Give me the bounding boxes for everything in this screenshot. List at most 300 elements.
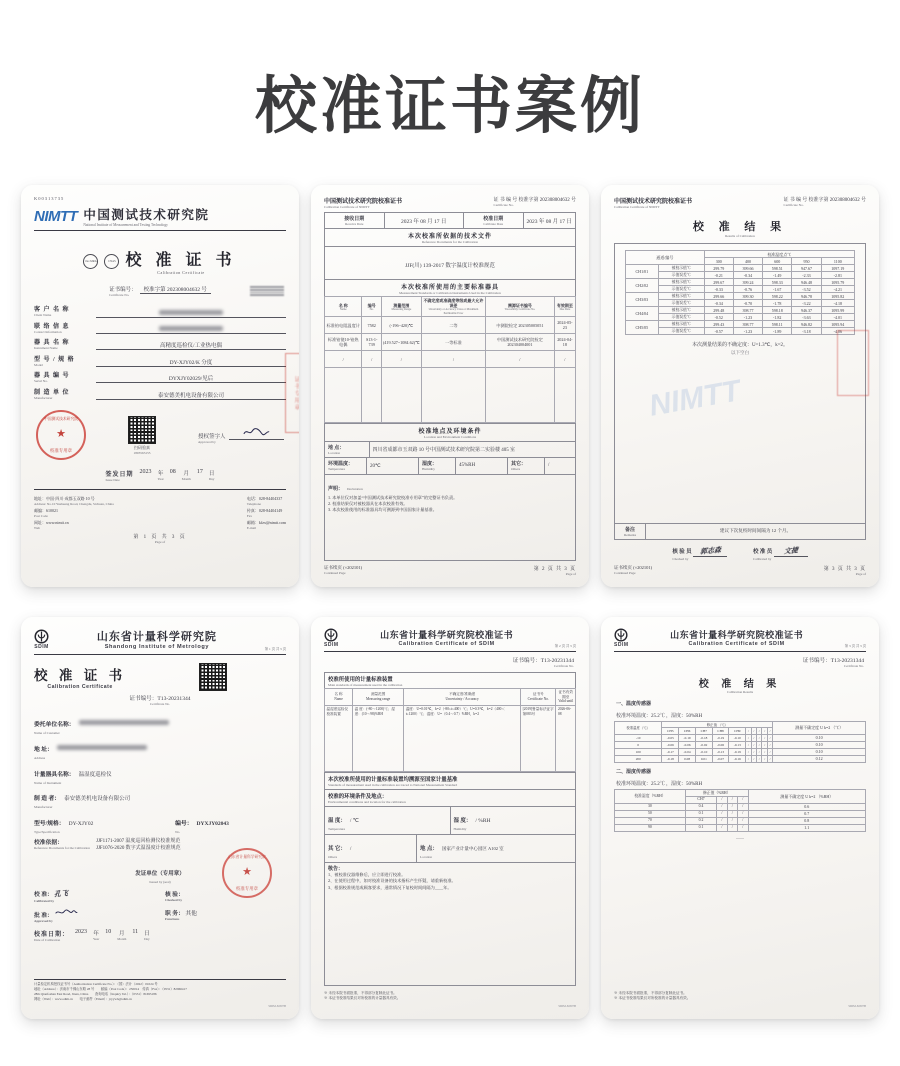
field-list <box>34 711 286 812</box>
field-label <box>34 354 96 367</box>
table-cell <box>325 368 362 423</box>
declaration-line: 3. 本次校准使用的标准器具均可溯源到中国国家计量基准。 <box>328 507 437 513</box>
sdim-logo-icon: SDIM <box>324 628 339 648</box>
approver-block <box>198 427 284 444</box>
section-location: 校准地点及环境条件 Location and Environment Conditions <box>325 423 575 441</box>
table-cell: 编号 <box>367 302 376 308</box>
channel-label: CH7 <box>685 796 716 803</box>
table-cell: 标准铂铑10-铂热电偶 <box>325 334 362 351</box>
function-value: 其他 <box>185 910 197 917</box>
table-cell: / <box>762 748 767 755</box>
table-cell: -0.16 <box>729 755 746 762</box>
table-cell: Valid until <box>558 699 574 704</box>
certificate-nimtt-cover[interactable] <box>21 185 299 587</box>
doc-code: SDIM-M307B <box>848 1004 866 1008</box>
calibrator-signature: 孔飞 <box>54 889 69 899</box>
contact-left <box>34 496 114 531</box>
table-cell: -0.19 <box>679 734 696 741</box>
year-unit: 年 Year <box>157 471 164 482</box>
channel-label: CH5 <box>662 728 679 734</box>
point-label: 950 <box>792 258 821 265</box>
table-cell: -0.57 <box>704 328 733 335</box>
column-header <box>554 297 575 317</box>
field-label-en: Client Name <box>34 313 52 318</box>
point-label: 400 <box>733 258 762 265</box>
uncertainty-value: 0.7 <box>748 810 865 817</box>
declaration-row: 声明： Declaration 1. 本单位仅对加盖“中国测试技术研究院校准专用章”的完整证书负责。 2. 校准结果仅对被校器具在本次校准有效。 3. 本次校准使用的标准器具均可溯源到中国国家计量基准。 <box>325 474 575 560</box>
channel-label: / <box>727 796 737 803</box>
table-row <box>615 741 866 748</box>
field-value <box>96 341 286 350</box>
footer-note: ※ 未经本院书面批准，不得部分复制此证书。 <box>324 990 397 995</box>
table-cell: / <box>762 734 767 741</box>
table-cell: 有效期至 <box>556 302 573 308</box>
table-cell: 证书有效期至 <box>558 690 573 699</box>
table-cell: 0.4 <box>685 803 716 810</box>
location-value: 国家产业计量中心园区 A102 室 <box>441 846 504 852</box>
table-cell: 0.2 <box>685 817 716 824</box>
table-cell: / <box>738 810 749 817</box>
table-cell: / <box>717 817 727 824</box>
issue-date-label: 签发日期 Issue Date <box>105 472 134 483</box>
channel-label: CH1/01 <box>626 265 659 279</box>
table-row <box>615 810 866 817</box>
table-cell: -4.06 <box>821 328 854 335</box>
table-cell: -0.76 <box>733 286 762 293</box>
uncertainty-value: 0.10 <box>773 748 866 755</box>
table-cell: Certificate No. <box>527 696 549 701</box>
footer-notes <box>614 991 866 1003</box>
table-cell: 中测院检定 202305005051 <box>486 317 555 334</box>
org-footer <box>34 979 286 1008</box>
table-cell: Due Date <box>559 307 571 311</box>
table-cell: -1.82 <box>763 314 792 321</box>
environment-row: 环境温度： Temperature 20℃ 湿度： Humidity 45%RH 其它： Others / <box>325 457 575 473</box>
row-axis-header: 校准湿度（%RH） <box>615 790 686 803</box>
seal-text-bottom: 校准专用章 <box>50 448 72 454</box>
table-cell: Measuring range <box>366 696 391 701</box>
stamp-row <box>36 410 284 460</box>
channel-label: CH2/02 <box>626 279 659 293</box>
signature-row: 核 验 员 郭志森 Checked by 校 准 员 文捷 Calibrated by <box>614 546 866 561</box>
table-cell: -0.52 <box>704 314 733 321</box>
table-header-row <box>325 689 576 705</box>
doc-header <box>614 196 866 209</box>
table-cell: / <box>421 351 485 368</box>
footer-note: ※ 本证书校准结果仅对所校准的计量器具有效。 <box>324 996 401 1001</box>
reference-doc-2: JJF1076-2020 数字式温湿度计校准规范 <box>96 846 181 852</box>
uncertainty-header: 测量不确定度 U k=2 （℃） <box>773 722 866 735</box>
star-icon: ★ <box>242 866 252 879</box>
table-cell: / <box>767 734 772 741</box>
table-cell <box>554 368 575 423</box>
table-cell: -1.23 <box>733 314 762 321</box>
table-cell: / <box>762 755 767 762</box>
table-cell: [2019]鲁量标法证字第083号 <box>521 705 556 771</box>
table-cell: -0.34 <box>704 300 733 307</box>
channel-label: CH6 <box>679 728 696 734</box>
table-cell: No. <box>369 307 374 311</box>
footer-notes <box>324 991 576 1003</box>
column-header <box>404 689 521 705</box>
month-unit: 月 Month <box>117 931 127 942</box>
table-cell: / <box>746 748 751 755</box>
table-cell: 7582 <box>362 317 381 334</box>
temperature-value: / ℃ <box>349 818 359 825</box>
point-label: 200 <box>615 755 662 762</box>
page-tag: 第 2 页 共 3 页 <box>554 644 576 648</box>
dates-row: 接收日期 Receive Date 2023 年 08 月 17 日 校准日期 Calibrate Date 2023 年 08 月 17 日 <box>325 213 575 228</box>
table-cell: 598.33 <box>763 279 792 286</box>
field-row <box>34 387 286 400</box>
table-cell: 299.43 <box>704 321 733 328</box>
channel-label: CH5/05 <box>626 321 659 335</box>
cert-title-cn: 校 准 证 书 <box>125 252 237 269</box>
table-cell: 不确定度或准确度等级或最大允许误差 <box>423 298 484 309</box>
table-cell: 946.82 <box>792 321 821 328</box>
red-seal: 山东省计量科学研究院 ★ 校准专用章 <box>222 848 272 898</box>
environment-title: 校准的环境条件及地点： Environmental conditions and location for the calibration <box>325 789 575 806</box>
table-cell: 被校示值℃ <box>658 321 704 328</box>
uncertainty-value: 0.8 <box>748 817 865 824</box>
certificate-nimtt-results[interactable] <box>601 185 879 587</box>
table-cell: -1.78 <box>763 300 792 307</box>
table-cell: 598.51 <box>763 265 792 272</box>
org-name-cn: 山东省计量科学研究院校准证书 <box>380 630 514 641</box>
column-header <box>325 297 362 317</box>
table-cell: 示值误差℃ <box>658 328 704 335</box>
results-title: 校 准 结 果 Results of Calibration <box>692 221 788 239</box>
contact-footer <box>34 496 286 531</box>
table-cell: / <box>746 741 751 748</box>
calibrate-date: 2023 年 08 月 17 日 <box>526 218 572 225</box>
footer-note: ※ 未经本院书面批准，不得部分复制此证书。 <box>614 990 687 995</box>
sdim-header <box>34 628 286 655</box>
day-unit: 日 Day <box>144 931 150 942</box>
table-cell: / <box>762 741 767 748</box>
table-header-row <box>626 251 855 258</box>
table-cell: -4.21 <box>821 286 854 293</box>
field-row <box>34 337 286 350</box>
cert-number-value: 校准字第 202308004632 号 <box>140 285 211 294</box>
table-cell: -4.01 <box>821 314 854 321</box>
table-cell: -0.02 <box>695 741 712 748</box>
field-value <box>96 326 286 334</box>
notice-line: 2、在使用过程中，如对校准设备的技术指标产生怀疑，请重新校准。 <box>328 878 456 884</box>
table-cell: S13-1-739 <box>362 334 381 351</box>
table-cell: / <box>751 741 756 748</box>
correction-header: 修正值（%RH） <box>685 790 748 797</box>
sdim-header <box>614 628 866 652</box>
seal-line: 发证单位（专用章） Issued by (seal) 山东省计量科学研究院 ★ 校准专用章 <box>34 862 286 884</box>
table-cell: -0.13 <box>729 741 746 748</box>
cert-number-row <box>34 285 286 297</box>
doc-title-cn: 中国测试技术研究院校准证书 <box>324 199 403 205</box>
field-label-cn: 型 号 / 规 格 <box>34 356 75 363</box>
day-unit: 日 Day <box>208 471 215 482</box>
table-cell: / <box>751 748 756 755</box>
table-cell: Name <box>334 696 343 701</box>
others-value: / <box>349 846 352 853</box>
blank-note: 以下空白 <box>731 350 749 356</box>
end-dashes: —— <box>736 834 744 840</box>
field-label <box>34 387 96 400</box>
doc-code: SDIM-M307B <box>268 1004 286 1008</box>
ilac-mra-badge-icon: ilac-MRA <box>83 254 98 269</box>
qr-caption: 扫码验真 <box>134 444 150 450</box>
table-cell: 中国测试技术研究院检定 202304004001 <box>486 334 555 351</box>
doc-header <box>324 196 576 209</box>
table-cell: -0.17 <box>662 748 679 755</box>
table-cell: 2026-06-08 <box>556 705 576 771</box>
edge-red-seal: 证书专用章 <box>285 353 299 433</box>
field-list <box>34 301 286 403</box>
table-cell: 不确定度/准确度 <box>449 692 476 697</box>
table-cell: -0.21 <box>704 272 733 279</box>
table-cell <box>486 368 555 423</box>
field-value-text: DY-XJY02/K 分度 <box>169 359 213 366</box>
table-cell: -0.10 <box>729 734 746 741</box>
field-row <box>34 304 286 317</box>
table-cell: -1.67 <box>763 286 792 293</box>
field-label <box>34 321 96 334</box>
contact-item: 邮编：610021 Post Code <box>34 507 58 518</box>
sdim-header <box>324 628 576 652</box>
column-header <box>486 297 555 317</box>
title-row <box>34 247 286 275</box>
table-cell: 2024-04-18 <box>554 334 575 351</box>
others-value: / <box>548 463 550 469</box>
doc-code: SDIM-M307B <box>558 1004 576 1008</box>
column-header <box>325 689 353 705</box>
table-cell: -0.33 <box>704 286 733 293</box>
redacted-value <box>159 310 223 315</box>
doc-certno: 证 书 编 号 校准字第 202308004632 号 <box>493 198 576 203</box>
table-row <box>626 265 855 272</box>
column-header <box>353 689 404 705</box>
field-label <box>34 337 96 350</box>
table-row <box>626 279 855 286</box>
declaration-line: 1. 本单位仅对加盖“中国测试技术研究院校准专用章”的完整证书负责。 <box>328 494 458 500</box>
field-row <box>34 370 286 383</box>
contact-item: 地址：中国·四川·成都玉双路 10 号 Address: No.10 Yushuang Road, Chengdu, Sichuan, China <box>34 496 114 507</box>
channel-label: / <box>738 796 749 803</box>
org-name-en: Calibration Certificate of SDIM <box>398 641 495 648</box>
table-cell: 0.1 <box>685 810 716 817</box>
footer-note: ※ 本证书校准结果仅对所校准的计量器具有效。 <box>614 996 691 1001</box>
qr-code-icon <box>128 416 156 444</box>
org-name-cn: 中国测试技术研究院 <box>83 208 210 222</box>
table-cell: -0.70 <box>733 300 762 307</box>
uncertainty-value: 1.1 <box>748 824 865 831</box>
star-icon: ★ <box>56 428 66 441</box>
table-cell: (419.527~1084.62)℃ <box>381 334 421 351</box>
org-name-cn: 山东省计量科学研究院校准证书 <box>670 630 804 641</box>
table-cell <box>421 368 485 423</box>
divider <box>34 230 286 231</box>
notice-row: 敬告： 1、被校准仪器维修后，应立即进行校准。 2、在使用过程中，如对校准设备的技术指标产生怀疑，请重新校准。 3、根据校准规范或顾客要求，通常情况下复校时间间隔为____年。 <box>325 862 575 985</box>
certificate-sdim-cover[interactable] <box>21 617 299 1019</box>
page-tag: 第 1 页 共 3 页 <box>264 646 286 651</box>
points-header: 校准温度点℃ <box>704 251 854 258</box>
temperature-value: 20℃ <box>370 463 381 469</box>
sdim-logo-icon: SDIM <box>614 628 629 648</box>
table-cell: 测量范围 <box>370 692 386 697</box>
table-cell: -0.19 <box>712 734 729 741</box>
reference-doc-1: JJF1171-2007 温度巡回检测仪校准规范 <box>96 839 181 845</box>
table-cell: 946.78 <box>792 293 821 300</box>
divider <box>34 489 286 490</box>
correction-header: 修正值 （℃） <box>662 722 773 728</box>
section-standards: 本次校准所使用的主要标准器具 Measurement Standards or Calibration Instruments Used in the Calibration <box>325 279 575 297</box>
cert-number: 证书编号：T13-20231344 Certificate No. <box>512 658 574 668</box>
table-cell: -1.89 <box>763 328 792 335</box>
table-cell: -0.05 <box>662 734 679 741</box>
table-cell: 二等 <box>421 317 485 334</box>
table-cell: 名 称 <box>334 692 343 697</box>
qr-code-icon <box>199 663 227 691</box>
uncertainty-value: 0.12 <box>773 755 866 762</box>
table-cell: / <box>738 824 749 831</box>
certificate-sdim-page2[interactable] <box>311 617 589 1019</box>
redacted-value <box>79 720 169 725</box>
point-label: 300 <box>704 258 733 265</box>
signature-scribble-icon <box>54 908 78 917</box>
traceability-statement: 本次校准所使用的计量标准装置均溯源至国家计量基准 Standards of measurement used in the calibration are traced to National Measurement Standard <box>325 772 575 789</box>
certificate-nimtt-page2[interactable] <box>311 185 589 587</box>
table-cell: 0.08 <box>679 755 696 762</box>
page-title: 校准证书案例 <box>254 72 645 141</box>
org-name-cn: 山东省计量科学研究院 <box>96 631 217 643</box>
serial-value: DYXJY02043 <box>196 821 229 828</box>
table-cell: 299.66 <box>704 293 733 300</box>
table-cell: Measuring Range <box>391 307 412 311</box>
table-cell: -0.13 <box>712 748 729 755</box>
table-row <box>626 272 855 279</box>
table-cell: 被校示值℃ <box>658 307 704 314</box>
point-label: 100 <box>615 748 662 755</box>
table-cell: 947.67 <box>792 265 821 272</box>
table-header-row <box>615 790 866 797</box>
approver-label-en: Approved by <box>198 439 216 444</box>
table-cell: 温湿度巡检仪校准装置 <box>325 705 353 771</box>
table-cell: / <box>757 734 762 741</box>
table-cell: / <box>738 817 749 824</box>
section-1-title: 一、温度传感器 <box>616 701 652 707</box>
table-cell: Uncertainty or Accuracy Class or Maximum Permissible Error <box>428 308 479 315</box>
section-reference: 本次校准所依据的技术文件 Reference Documents for the Calibration <box>325 228 575 246</box>
table-cell: 946.48 <box>792 279 821 286</box>
table-cell <box>362 368 381 423</box>
field-value <box>96 374 286 383</box>
standards-section-title: 校准所使用的计量标准装置 Main standards of measurement used in the calibration <box>328 677 403 688</box>
channel-label: CH9 <box>729 728 746 734</box>
table-cell: -3.18 <box>792 328 821 335</box>
table-header-row <box>325 297 576 317</box>
table-cell: / <box>727 817 737 824</box>
column-header <box>362 297 381 317</box>
table-cell: -0.07 <box>712 755 729 762</box>
nimtt-watermark: NIMTT <box>646 374 743 423</box>
doc-body-frame <box>324 212 576 561</box>
notice-list <box>328 872 456 891</box>
table-cell: Traceability Certificate No. <box>504 307 536 311</box>
certificate-sdim-results[interactable] <box>601 617 879 1019</box>
table-cell <box>381 368 421 423</box>
column-header <box>556 689 576 705</box>
table-cell: 示值误差℃ <box>658 286 704 293</box>
field-value <box>96 358 286 367</box>
table-row <box>325 705 576 771</box>
uncertainty-value: 0.10 <box>773 734 866 741</box>
field-label-en: Serial No. <box>34 379 48 384</box>
table-cell: 598.22 <box>763 293 792 300</box>
model-value: DY-XJY02 <box>68 821 94 828</box>
contact-item: 邮箱：kfzx@nimtt.com E-mail <box>246 519 286 530</box>
point-label: 50 <box>615 810 686 817</box>
table-cell: / <box>717 803 727 810</box>
qr-block <box>128 416 156 455</box>
table-cell: -0.10 <box>695 748 712 755</box>
page-tag: 第 3 页 共 3 页 <box>844 644 866 648</box>
table-cell: (-196~420)℃ <box>381 317 421 334</box>
cert-title-en: Calibration Certificate <box>157 270 205 275</box>
cert-number-label-en: Certificate No. <box>109 293 130 297</box>
table-cell: / <box>767 755 772 762</box>
table-cell: -3.52 <box>792 286 821 293</box>
declaration-list <box>328 495 457 514</box>
partial-red-seal <box>837 330 869 396</box>
table-cell: / <box>767 748 772 755</box>
field-label <box>34 370 96 383</box>
table-cell: 温 度：(-80～1200)℃；湿 度：(10～98)%RH <box>353 705 404 771</box>
uncertainty-value: 0.10 <box>773 741 866 748</box>
table-cell: / <box>362 351 381 368</box>
sign-row-2: 批 准： Approved by 职 务： 其他 Functions <box>34 908 286 923</box>
calibration-date-row: 校准日期： Date of Calibration 2023 年 Year 10 月 Month 11 日 Day <box>34 929 150 943</box>
channel-label: CH4/04 <box>626 307 659 321</box>
table-cell: 示值误差℃ <box>658 300 704 307</box>
qr-number: 1803563155 <box>133 450 151 455</box>
channel-label: / <box>751 728 756 734</box>
table-cell: 示值误差℃ <box>658 272 704 279</box>
table-cell: 946.37 <box>792 307 821 314</box>
redacted-value <box>57 745 147 750</box>
channel-label: / <box>746 728 751 734</box>
date-label: 校准日期： Date of Calibration <box>34 932 70 943</box>
channel-label: / <box>717 796 727 803</box>
table-cell: 299.79 <box>704 265 733 272</box>
field-row <box>34 321 286 334</box>
table-row <box>615 734 866 741</box>
table-cell: / <box>757 748 762 755</box>
field-value <box>96 310 286 318</box>
doc-certno: 证 书 编 号 校准字第 202308004632 号 <box>783 198 866 203</box>
field-label-cn: 器 具 编 号 <box>34 373 70 380</box>
doc-title-cn: 中国测试技术研究院校准证书 <box>614 199 693 205</box>
table-cell: -2.81 <box>821 272 854 279</box>
cert-number: 证书编号：T13-20231344 Certificate No. <box>802 658 864 668</box>
reference-doc: JJF(川) 139-2017 数字温度计校准规范 <box>405 263 495 270</box>
table-cell: / <box>325 351 362 368</box>
table-cell: -3.63 <box>792 314 821 321</box>
standards-table <box>324 296 576 423</box>
section-2-env: 校准环境温度：25.2℃ ，湿度：50%RH <box>616 781 703 787</box>
table-cell: -0.04 <box>679 748 696 755</box>
point-label: 0 <box>615 741 662 748</box>
remark-text: 建议下次复校时间间隔为 12 个月。 <box>719 528 792 534</box>
issue-month: 08 <box>169 469 176 476</box>
